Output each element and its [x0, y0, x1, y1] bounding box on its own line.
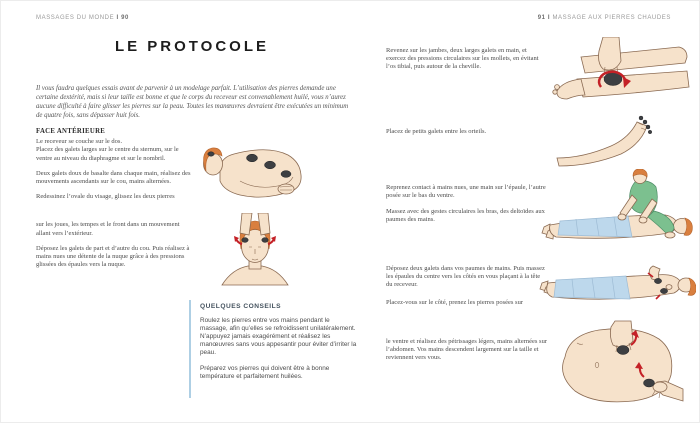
abdomen-petrissage-with-stones-illustration — [549, 319, 684, 407]
step-text: Placez-vous sur le côté, prenez les pierres posées sur — [386, 299, 523, 306]
face-massage-with-stones-illustration — [214, 213, 296, 289]
stones-between-toes-illustration — [553, 106, 658, 168]
section-heading: FACE ANTÉRIEURE — [36, 128, 106, 135]
paragraph: Placez des galets larges sur le centre du sternum, sur le ventre au niveau du diaphragme et sur le nombril. — [36, 146, 179, 162]
left-separator: I — [116, 15, 119, 21]
receiver-lying-with-stones-illustration — [196, 137, 308, 207]
step-text: Massez avec des gestes circulaires les bras, des deltoïdes aux paumes des mains. — [386, 208, 545, 224]
page-title: LE PROTOCOLE — [114, 38, 270, 55]
tip-paragraph: N’appuyez jamais exagérément et réalisez les manœuvres sans vous appesantir pour éviter d’irriter la peau. — [200, 333, 357, 357]
left-text-column — [36, 128, 194, 269]
tips-box — [189, 300, 359, 398]
right-separator: I — [547, 15, 551, 21]
masseur-kneeling-abdomen-illustration — [536, 169, 694, 255]
step-text: Reprenez contact à mains nues, une main sur l’épaule, l’autre posée sur le bas du ventre. — [386, 184, 546, 200]
tip-paragraph: Roulez les pierres entre vos mains pendant le massage, afin qu’elles se refroidissent unilatéralement. — [200, 317, 356, 333]
running-head-right — [538, 15, 671, 21]
paragraph: sur les joues, les tempes et le front dans un mouvement allant vers l’extérieur. — [36, 221, 180, 237]
intro-paragraph: Il vous faudra quelques essais avant de parvenir à un modelage parfait. L’utilisation des pierres demande une certaine dextérité, mais si leur taille est bonne et que le corps du receveur est convenablement huilé, vous n’aurez aucune difficulté à faire glisser les pierres sur la peau. Toutes les manœuvres devraient être exécutées un minimum de quatre fois, sans dépasser huit fois. — [36, 85, 349, 119]
tips-title: QUELQUES CONSEILS — [200, 303, 282, 310]
book-title: MASSAGES DU MONDE — [36, 15, 115, 21]
step-text: Déposez deux galets dans vos paumes de mains. Puis massez les épaules du centre vers les côtés en vous plaçant à la tête du receveur. — [386, 265, 545, 289]
paragraph: Déposez les galets de part et d’autre du cou. Puis réalisez à mains nues une détente de la nuque grâce à des pressions glissées des épaules vers la nuque. — [36, 244, 190, 269]
tip-paragraph: Préparez vos pierres qui doivent être à bonne température et parfaitement huilées. — [200, 364, 330, 380]
step-text: Placez de petits galets entre les orteils. — [386, 128, 487, 135]
paragraph: Redessinez l’ovale du visage, glissez les deux pierres — [36, 193, 175, 201]
running-head-left — [36, 15, 129, 21]
left-page-number: 90 — [121, 15, 129, 21]
right-page-number: 91 — [537, 15, 546, 21]
receiver-stones-at-shoulders-illustration — [536, 253, 696, 311]
step-text: Revenez sur les jambes, deux larges galets en main, et exercez des pressions circulaires sur les mollets, en évitant l’os tibial, puis autour de la cheville. — [386, 47, 539, 71]
paragraph: Le receveur se couche sur le dos. — [36, 138, 123, 146]
calf-circular-massage-illustration — [541, 37, 691, 115]
paragraph: Deux galets doux de basalte dans chaque main, réalisez des mouvements ascendants sur le cou, mains alternées. — [36, 169, 191, 186]
chapter-title: MASSAGE AUX PIERRES CHAUDES — [552, 15, 671, 21]
step-text: le ventre et réalisez des pétrissages légers, mains alternées sur l’abdomen. Vos mains descendent largement sur la taille et reviennent vers vous. — [386, 338, 547, 362]
